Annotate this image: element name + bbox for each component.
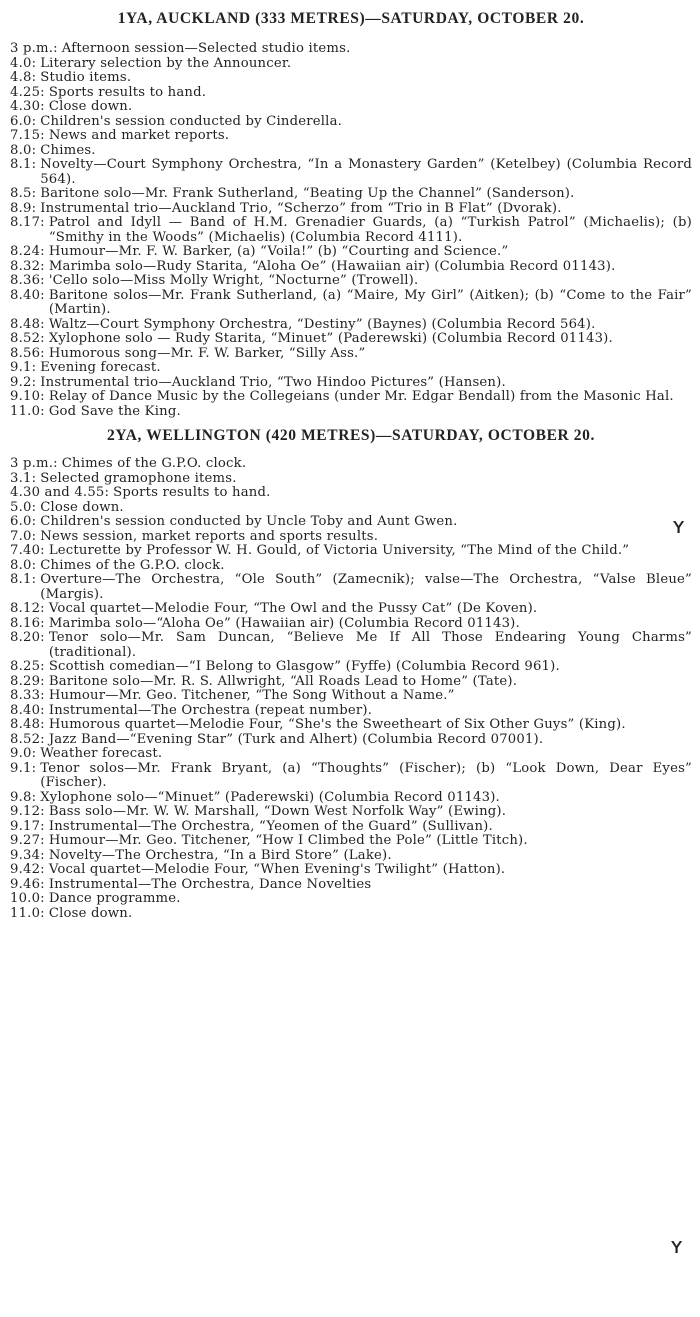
list-item: [10, 260, 692, 275]
entry-time: 8.24:: [10, 244, 45, 259]
entry-text: Bass solo—Mr. W. W. Marshall, “Down West Norfolk Way” (Ewing).: [48, 804, 507, 819]
entry-text: Overture—The Orchestra, “Ole South” (Zamecnik); valse—The Orchestra, “Valse Bleue” (Margis).: [40, 572, 692, 602]
list-item: [10, 361, 692, 376]
list-item: [10, 129, 692, 144]
entry-text: Instrumental—The Orchestra, Dance Novelties: [48, 876, 372, 892]
list-item: [10, 486, 692, 501]
entry-time: 8.0:: [10, 557, 37, 573]
entry-time: 8.32:: [10, 258, 45, 274]
list-item: [10, 602, 692, 617]
wellington-programme-list: [10, 457, 692, 921]
entry-time: 8.16:: [10, 615, 45, 631]
entry-text: Humorous quartet—Melodie Four, “She's the Sweetheart of Six Other Guys” (King).: [48, 717, 626, 732]
entry-text: Waltz—Court Symphony Orchestra, “Destiny” (Baynes) (Columbia Record 564).: [48, 316, 596, 332]
entry-time: 11.0:: [10, 403, 45, 419]
entry-text: Scottish comedian—“I Belong to Glasgow” (Fyffe) (Columbia Record 961).: [48, 659, 560, 674]
entry-text: Vocal quartet—Melodie Four, “When Evening's Twilight” (Hatton).: [48, 862, 506, 877]
entry-time: 8.48:: [10, 717, 45, 732]
list-item: [10, 289, 692, 318]
entry-text: Literary selection by the Announcer.: [40, 55, 292, 71]
entry-time: 6.0:: [10, 514, 37, 529]
entry-text: Novelty—The Orchestra, “In a Bird Store” (Lake).: [48, 847, 392, 863]
entry-time: 11.0:: [10, 905, 45, 921]
section-heading-wellington: 2YA, WELLINGTON (420 METRES)—SATURDAY, OCTOBER 20.: [107, 427, 595, 444]
list-item: [10, 863, 692, 878]
list-item: [10, 559, 692, 574]
list-item: [10, 187, 692, 202]
entry-text: Weather forecast.: [40, 746, 163, 761]
entry-text: News session, market reports and sports results.: [40, 528, 379, 544]
entry-time: 4.8:: [10, 70, 37, 85]
list-item: [10, 245, 692, 260]
entry-text: Tenor solos—Mr. Frank Bryant, (a) “Thoughts” (Fischer); (b) “Look Down, Dear Eyes” (Fischer).: [40, 760, 692, 790]
list-item: [10, 501, 692, 516]
list-item: [10, 747, 692, 762]
entry-time: 9.10:: [10, 389, 45, 404]
entry-time: 10.0:: [10, 891, 45, 906]
entry-text: Vocal quartet—Melodie Four, “The Owl and the Pussy Cat” (De Koven).: [48, 601, 538, 616]
entry-text: Children's session conducted by Uncle Toby and Aunt Gwen.: [40, 514, 458, 529]
entry-time: 8.20:: [10, 630, 45, 645]
entry-text: Instrumental—The Orchestra, “Yeomen of the Guard” (Sullivan).: [48, 818, 493, 834]
entry-text: Novelty—Court Symphony Orchestra, “In a Monastery Garden” (Ketelbey) (Columbia Record 564).: [40, 157, 692, 187]
entry-time: 4.30 and 4.55:: [10, 485, 110, 500]
entry-text: Baritone solo—Mr. R. S. Allwright, “All Roads Lead to Home” (Tate).: [48, 673, 518, 689]
list-item: [10, 907, 692, 922]
list-item: [10, 849, 692, 864]
list-item: [10, 390, 692, 405]
list-item: [10, 376, 692, 391]
entry-time: 9.0:: [10, 746, 37, 761]
entry-text: Sports results to hand.: [113, 485, 271, 500]
section-heading-auckland: 1YA, AUCKLAND (333 METRES)—SATURDAY, OCTOBER 20.: [117, 10, 585, 27]
entry-time: 7.0:: [10, 528, 37, 544]
list-item: [10, 405, 692, 420]
entry-time: 3.1:: [10, 470, 37, 486]
list-item: [10, 216, 692, 245]
entry-text: Close down.: [48, 99, 133, 114]
entry-text: Xylophone solo — Rudy Starita, “Minuet” (Paderewski) (Columbia Record 01143).: [48, 331, 613, 346]
entry-time: 8.52:: [10, 731, 45, 747]
entry-text: Patrol and Idyll — Band of H.M. Grenadier Guards, (a) “Turkish Patrol” (Michaelis); (b) “Smithy in the Woods” (Michaelis) (Columbia Record 4111).: [48, 215, 692, 245]
auckland-programme-list: [10, 42, 692, 419]
entry-text: Children's session conducted by Cinderella.: [40, 113, 343, 129]
entry-time: 8.25:: [10, 659, 45, 674]
entry-time: 9.12:: [10, 804, 45, 819]
list-item: [10, 660, 692, 675]
entry-text: Afternoon session—Selected studio items.: [61, 41, 351, 56]
entry-text: Humorous song—Mr. F. W. Barker, “Silly Ass.”: [48, 345, 366, 361]
entry-time: 8.40:: [10, 702, 45, 718]
entry-text: Humour—Mr. F. W. Barker, (a) “Voila!” (b) “Courting and Science.”: [48, 244, 509, 259]
entry-text: Evening forecast.: [40, 360, 161, 375]
list-item: [10, 820, 692, 835]
pencil-tick-mark-icon: ʏ: [670, 1234, 684, 1259]
entry-time: 4.25:: [10, 84, 45, 100]
list-item: [10, 892, 692, 907]
list-item: [10, 115, 692, 130]
entry-text: Tenor solo—Mr. Sam Duncan, “Believe Me If All Those Endearing Young Charms” (traditional).: [48, 630, 692, 660]
list-item: [10, 573, 692, 602]
entry-text: News and market reports.: [48, 128, 230, 143]
list-item: [10, 791, 692, 806]
entry-time: 9.8:: [10, 789, 37, 805]
pencil-tick-mark-icon: ʏ: [672, 514, 686, 539]
entry-text: Dance programme.: [48, 891, 181, 906]
list-item: [10, 675, 692, 690]
entry-time: 8.12:: [10, 601, 45, 616]
list-item: [10, 71, 692, 86]
list-item: [10, 332, 692, 347]
list-item: [10, 544, 692, 559]
entry-time: 8.52:: [10, 331, 45, 346]
entry-text: Studio items.: [40, 70, 132, 85]
entry-time: 8.36:: [10, 273, 45, 288]
entry-time: 9.1:: [10, 760, 37, 776]
entry-time: 8.29:: [10, 673, 45, 689]
entry-text: 'Cello solo—Miss Molly Wright, “Nocturne” (Trowell).: [48, 273, 419, 288]
entry-time: 9.1:: [10, 360, 37, 375]
entry-time: 9.46:: [10, 876, 45, 892]
entry-time: 8.1:: [10, 157, 37, 172]
list-item: [10, 42, 692, 57]
entry-time: 3 p.m.:: [10, 41, 58, 56]
entry-text: Sports results to hand.: [48, 84, 207, 100]
entry-text: Chimes of the G.P.O. clock.: [40, 557, 225, 573]
list-item: [10, 515, 692, 530]
entry-text: Marimba solo—“Aloha Oe” (Hawaiian air) (Columbia Record 01143).: [48, 615, 520, 631]
list-item: [10, 530, 692, 545]
entry-time: 8.5:: [10, 186, 37, 201]
list-item: [10, 347, 692, 362]
entry-text: Relay of Dance Music by the Collegeians (under Mr. Edgar Bendall) from the Masonic Hal.: [48, 389, 674, 404]
list-item: [10, 704, 692, 719]
entry-text: Lecturette by Professor W. H. Gould, of Victoria University, “The Mind of the Child.”: [48, 543, 630, 558]
entry-time: 9.2:: [10, 374, 37, 390]
entry-text: Instrumental—The Orchestra (repeat number).: [48, 702, 373, 718]
entry-time: 7.40:: [10, 543, 45, 558]
list-item: [10, 631, 692, 660]
list-item: [10, 733, 692, 748]
entry-text: Close down.: [48, 905, 133, 921]
entry-time: 7.15:: [10, 128, 45, 143]
list-item: [10, 457, 692, 472]
entry-text: Humour—Mr. Geo. Titchener, “How I Climbed the Pole” (Little Titch).: [48, 833, 528, 848]
list-item: [10, 762, 692, 791]
entry-time: 8.33:: [10, 688, 45, 703]
entry-time: 9.42:: [10, 862, 45, 877]
entry-text: Chimes of the G.P.O. clock.: [61, 456, 247, 471]
entry-time: 5.0:: [10, 499, 37, 515]
entry-time: 9.17:: [10, 818, 45, 834]
list-item: [10, 617, 692, 632]
entry-text: Jazz Band—“Evening Star” (Turk and Alhert) (Columbia Record 07001).: [48, 731, 544, 747]
entry-text: God Save the King.: [48, 403, 181, 419]
entry-time: 9.27:: [10, 833, 45, 848]
list-item: [10, 689, 692, 704]
list-item: [10, 158, 692, 187]
entry-time: 3 p.m.:: [10, 456, 58, 471]
entry-time: 8.40:: [10, 287, 45, 303]
list-item: [10, 144, 692, 159]
entry-text: Marimba solo—Rudy Starita, “Aloha Oe” (Hawaiian air) (Columbia Record 01143).: [48, 258, 616, 274]
list-item: [10, 472, 692, 487]
entry-time: 8.1:: [10, 572, 37, 587]
entry-time: 8.17:: [10, 215, 45, 230]
entry-text: Baritone solo—Mr. Frank Sutherland, “Beating Up the Channel” (Sanderson).: [40, 186, 575, 201]
list-item: [10, 100, 692, 115]
entry-time: 4.30:: [10, 99, 45, 114]
entry-time: 8.9:: [10, 200, 37, 216]
entry-text: Instrumental trio—Auckland Trio, “Two Hindoo Pictures” (Hansen).: [40, 374, 506, 390]
list-item: [10, 878, 692, 893]
entry-text: Close down.: [40, 499, 124, 515]
list-item: [10, 57, 692, 72]
list-item: [10, 86, 692, 101]
entry-time: 6.0:: [10, 113, 37, 129]
entry-text: Instrumental trio—Auckland Trio, “Scherzo” from “Trio in B Flat” (Dvorak).: [40, 200, 562, 216]
entry-text: Selected gramophone items.: [40, 470, 237, 486]
entry-time: 9.34:: [10, 847, 45, 863]
list-item: [10, 202, 692, 217]
list-item: [10, 318, 692, 333]
entry-text: Baritone solos—Mr. Frank Sutherland, (a) “Maire, My Girl” (Aitken); (b) “Come to the Fair” (Martin).: [48, 287, 692, 317]
entry-time: 8.56:: [10, 345, 45, 361]
entry-time: 8.48:: [10, 316, 45, 332]
entry-text: Chimes.: [40, 142, 96, 158]
list-item: [10, 805, 692, 820]
entry-time: 4.0:: [10, 55, 37, 71]
entry-text: Humour—Mr. Geo. Titchener, “The Song Without a Name.”: [48, 688, 455, 703]
entry-text: Xylophone solo—“Minuet” (Paderewski) (Columbia Record 01143).: [40, 789, 500, 805]
list-item: [10, 718, 692, 733]
entry-time: 8.0:: [10, 142, 37, 158]
list-item: [10, 834, 692, 849]
list-item: [10, 274, 692, 289]
